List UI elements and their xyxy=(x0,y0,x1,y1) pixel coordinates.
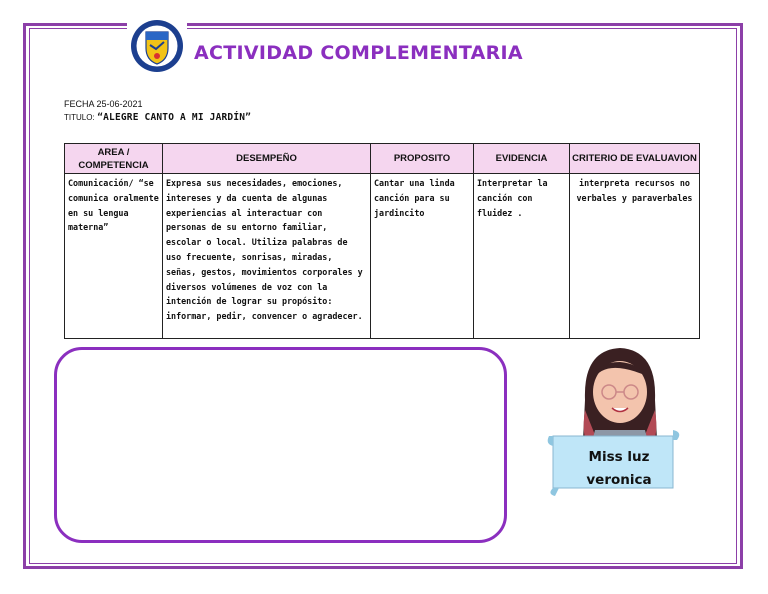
activity-title-label: TITULO: xyxy=(64,113,95,122)
answer-box xyxy=(54,347,507,543)
activity-date: FECHA 25-06-2021 xyxy=(64,99,143,109)
header-area: AREA / COMPETENCIA xyxy=(65,144,163,174)
header-evidencia: EVIDENCIA xyxy=(474,144,570,174)
cell-proposito: Cantar una linda canción para su jardincito xyxy=(371,174,474,339)
cell-desempeno: Expresa sus necesidades, emociones, intereses y da cuenta de algunas experiencias al interactuar con personas de su entorno familiar, escolar o local. Utiliza palabras de uso frecuente, sonrisas, miradas, señas, gestos, movimientos corporales y diversos volúmenes de voz con la intención de lograr su propósito: informar, pedir, convencer o agradecer. xyxy=(163,174,371,339)
header-criterio: CRITERIO DE EVALUAVION xyxy=(570,144,700,174)
cell-criterio: interpreta recursos no verbales y paraverbales xyxy=(570,174,700,339)
header-desempeno: DESEMPEÑO xyxy=(163,144,371,174)
school-crest-logo xyxy=(127,18,187,74)
table-row xyxy=(65,174,700,339)
activity-title xyxy=(64,112,251,123)
cell-evidencia: Interpretar la canción con fluidez . xyxy=(474,174,570,339)
header-proposito: PROPOSITO xyxy=(371,144,474,174)
teacher-name: Miss luz veronica xyxy=(586,449,652,488)
cell-area: Comunicación/ “se comunica oralmente en su lengua materna” xyxy=(65,174,163,339)
page-title: ACTIVIDAD COMPLEMENTARIA xyxy=(194,42,523,64)
activity-title-value: “ALEGRE CANTO A MI JARDÍN” xyxy=(97,112,252,123)
activity-table xyxy=(64,143,700,339)
table-header-row xyxy=(65,144,700,174)
